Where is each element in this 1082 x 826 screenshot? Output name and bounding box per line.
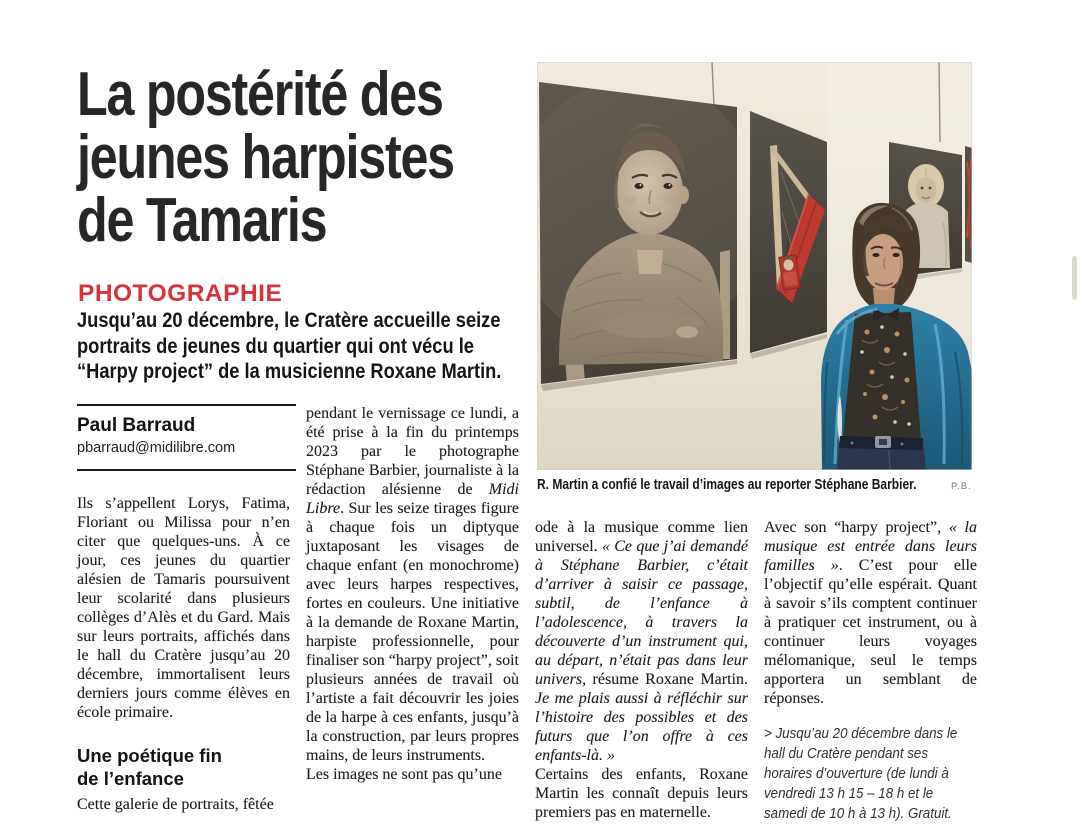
section-kicker: PHOTOGRAPHIE bbox=[78, 280, 283, 307]
article-column bbox=[306, 404, 519, 784]
text-segment: Avec son “harpy project”, bbox=[764, 519, 949, 536]
text-segment: . C’est pour elle l’objectif qu’elle espérait. Quant à savoir s’ils comptent continuer à pratiquer cet instrument, ou à continuer leurs voyages mélomanique, seul le temps apportera un semblant de réponses. bbox=[764, 557, 977, 707]
text-line: Jusqu’au 20 décembre, le Cratère accueille seize bbox=[77, 309, 501, 332]
text-line: portraits de jeunes du quartier qui ont vécu le bbox=[77, 334, 474, 358]
text-segment: Ils s’appellent Lorys, Fatima, Floriant ou Milissa pour n’en citer que quelques-uns. À ce jour, ces jeunes du quartier alésien de Tamaris poursuivent leur scolarité dans plusieurs collèges d’Alès et du Gard. Mais sur leurs portraits, affichés dans le hall du Cratère jusqu’au 20 décembre, immortalisent leurs derniers jours comme élèves en école primaire. bbox=[77, 495, 290, 721]
paragraph bbox=[306, 765, 519, 784]
text-segment: Je me plais aussi à réfléchir sur l’histoire des possibles et des futurs que l’on offre à ces enfants-là. » bbox=[535, 690, 748, 764]
text-line: de Tamaris bbox=[77, 186, 327, 255]
standfirst bbox=[77, 308, 565, 385]
text-segment: > Jusqu’au 20 décembre dans le hall du Cratère pendant ses horaires d’ouverture (de lundi à vendredi 13 h 15 – 18 h et le samedi de 10 h à 13 h). Gratuit. bbox=[764, 725, 958, 822]
author-name: Paul Barraud bbox=[77, 415, 196, 436]
exhibition-photo bbox=[537, 62, 972, 470]
text-segment: pendant le vernissage ce lundi, a été prise à la fin du printemps 2023 par le photographe Stéphane Barbier, journaliste à la rédaction alésienne de bbox=[306, 405, 519, 498]
text-segment: Les images ne sont pas qu’une bbox=[306, 766, 502, 783]
page-edge-artifact bbox=[1072, 256, 1077, 300]
article-column bbox=[535, 518, 748, 822]
text-line: “Harpy project” de la musicienne Roxane Martin. bbox=[77, 360, 502, 383]
paragraph bbox=[535, 765, 748, 822]
article-column bbox=[764, 518, 977, 824]
text-line: La postérité des bbox=[77, 60, 443, 129]
paragraph bbox=[764, 518, 977, 708]
photo-credit: P.B. bbox=[951, 481, 972, 492]
text-segment: ode à la musique comme lien universel. bbox=[535, 519, 748, 555]
text-line: Une poétique fin bbox=[77, 745, 222, 766]
paragraph bbox=[535, 518, 748, 765]
exhibition-photo-art bbox=[537, 62, 972, 470]
text-line: de l’enfance bbox=[77, 768, 184, 789]
info-note bbox=[764, 724, 976, 824]
text-segment: Cette galerie de portraits, fêtée bbox=[77, 796, 274, 813]
text-segment: Midi Libre bbox=[306, 481, 519, 517]
photo-caption: R. Martin a confié le travail d’images au reporter Stéphane Barbier. bbox=[537, 476, 917, 493]
text-segment: « Ce que j’ai demandé à Stéphane Barbier, c’était d’arriver à saisir ce passage, subtil, de l’enfance à l’adolescence, à travers la découverte d’un instrument qui, au départ, n’était pas dans leur univers, bbox=[535, 538, 748, 688]
subheading bbox=[77, 744, 290, 790]
paragraph bbox=[306, 404, 519, 765]
paragraph bbox=[77, 795, 290, 814]
author-email: pbarraud@midilibre.com bbox=[77, 440, 236, 456]
text-segment: . Sur les seize tirages figure à chaque fois un diptyque juxtaposant les visages de chaque enfant (en monochrome) avec leurs harpes respectives, fortes en couleurs. Une initiative à la demande de Roxane Martin, harpiste professionnelle, pour finaliser son “harpy project”, soit plusieurs années de travail où l’artiste a fait découvrir les joies de la harpe à ces enfants, jusqu’à la construction, par leurs propres mains, de leurs instruments. bbox=[306, 500, 519, 764]
text-line: jeunes harpistes bbox=[77, 123, 454, 192]
paragraph bbox=[77, 494, 290, 722]
text-segment: Certains des enfants, Roxane Martin les connaît depuis leurs premiers pas en maternelle. bbox=[535, 766, 748, 821]
byline-block bbox=[77, 404, 296, 471]
text-segment: résume Roxane Martin. bbox=[592, 671, 748, 688]
harp-panel bbox=[750, 111, 827, 359]
text-segment: « la musique est entrée dans leurs familles » bbox=[764, 519, 977, 574]
article-headline bbox=[77, 60, 542, 255]
portrait-panel-girl bbox=[537, 77, 762, 391]
article-column bbox=[77, 494, 290, 814]
